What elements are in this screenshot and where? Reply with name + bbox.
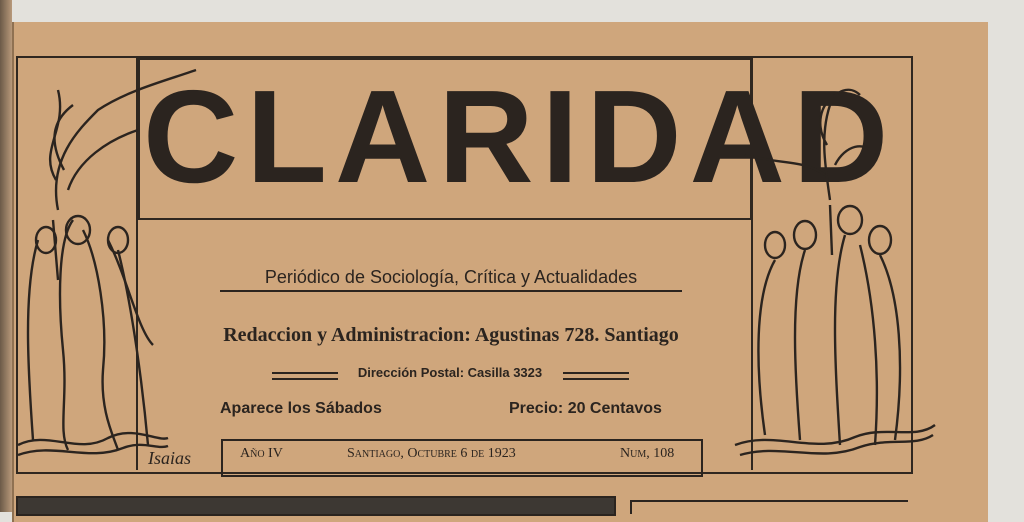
issue-year: Año IV	[240, 446, 283, 461]
article-photo	[16, 496, 616, 516]
newspaper-subtitle: Periódico de Sociología, Crítica y Actualidades	[220, 267, 682, 292]
artist-signature: Isaias	[148, 448, 192, 468]
left-figures-illustration	[18, 70, 168, 460]
book-spine	[0, 0, 12, 512]
administration-address: Redaccion y Administracion: Agustinas 728. Santiago	[223, 324, 679, 346]
issue-number: Num, 108	[620, 446, 675, 461]
publishing-day: Aparece los Sábados	[220, 400, 382, 417]
newspaper-title: CLARIDAD	[143, 63, 897, 210]
postal-line-right	[563, 372, 629, 380]
postal-address: Dirección Postal: Casilla 3323	[357, 365, 543, 380]
issue-price: Precio: 20 Centavos	[509, 400, 662, 417]
issue-place-date: Santiago, Octubre 6 de 1923	[347, 446, 516, 461]
postal-line-left	[272, 372, 338, 380]
right-figures-illustration	[735, 85, 935, 465]
